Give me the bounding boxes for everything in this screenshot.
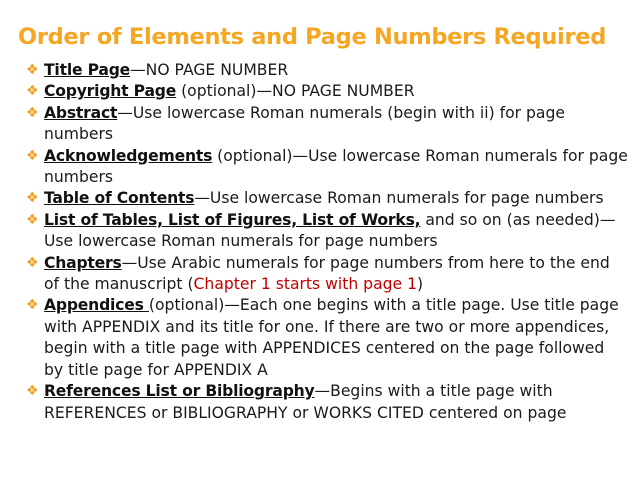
- list-item-chapters: [26, 253, 628, 296]
- list-item-references: [26, 381, 628, 424]
- bullet-list: [26, 60, 628, 424]
- item-heading: Copyright Page: [44, 82, 177, 101]
- item-text: —Use lowercase Roman numerals (begin with ii) for page numbers: [44, 103, 565, 144]
- item-text: (optional)—Use lowercase Roman numerals for page numbers: [44, 146, 628, 187]
- slide-title: Order of Elements and Page Numbers Required: [18, 24, 607, 50]
- list-item-acknowledgements: [26, 146, 628, 189]
- diamond-bullet-icon: ❖: [26, 104, 39, 121]
- item-heading: Title Page: [44, 61, 131, 79]
- item-text: (optional)—Each one begins with a title page. Use title page with APPENDIX and its title for one. If there are two or more appendices, begin with a title page with APPENDICES centered on the page followed by title page for APPENDIX A: [44, 296, 619, 379]
- list-item-table-of-contents: [26, 188, 628, 209]
- diamond-bullet-icon: ❖: [26, 254, 39, 271]
- item-text: —Begins with a title page with REFERENCES or BIBLIOGRAPHY or WORKS CITED centered on page: [44, 382, 567, 422]
- list-item-abstract: [26, 103, 628, 146]
- diamond-bullet-icon: ❖: [26, 147, 39, 164]
- item-text-end: ): [417, 275, 424, 294]
- diamond-bullet-icon: ❖: [26, 211, 39, 228]
- item-heading: Chapters: [44, 253, 122, 272]
- diamond-bullet-icon: ❖: [26, 83, 39, 100]
- diamond-bullet-icon: ❖: [26, 297, 39, 314]
- item-heading: Acknowledgements: [44, 146, 213, 165]
- item-text: —Use lowercase Roman numerals for page numbers: [194, 189, 604, 208]
- list-item-copyright-page: [26, 81, 628, 102]
- item-text: —Use Arabic numerals for page numbers from here to the end of the manuscript (: [44, 253, 610, 294]
- item-text: (optional)—NO PAGE NUMBER: [176, 82, 415, 101]
- diamond-bullet-icon: ❖: [26, 383, 39, 400]
- item-text: —NO PAGE NUMBER: [130, 61, 289, 79]
- item-heading: References List or Bibliography: [44, 382, 315, 401]
- list-item-appendices: [26, 295, 628, 381]
- diamond-bullet-icon: ❖: [26, 62, 39, 78]
- list-item-title-page: [26, 60, 628, 81]
- item-heading: Abstract: [44, 103, 118, 122]
- item-heading: List of Tables, List of Figures, List of Works,: [44, 210, 421, 229]
- diamond-bullet-icon: ❖: [26, 190, 39, 207]
- list-item-list-of-tables: [26, 210, 628, 253]
- item-text: and so on (as needed)—Use lowercase Roman numerals for page numbers: [44, 210, 616, 251]
- item-heading: Appendices: [44, 296, 149, 315]
- item-heading: Table of Contents: [44, 189, 195, 208]
- chapter-one-note: Chapter 1 starts with page 1: [193, 275, 417, 294]
